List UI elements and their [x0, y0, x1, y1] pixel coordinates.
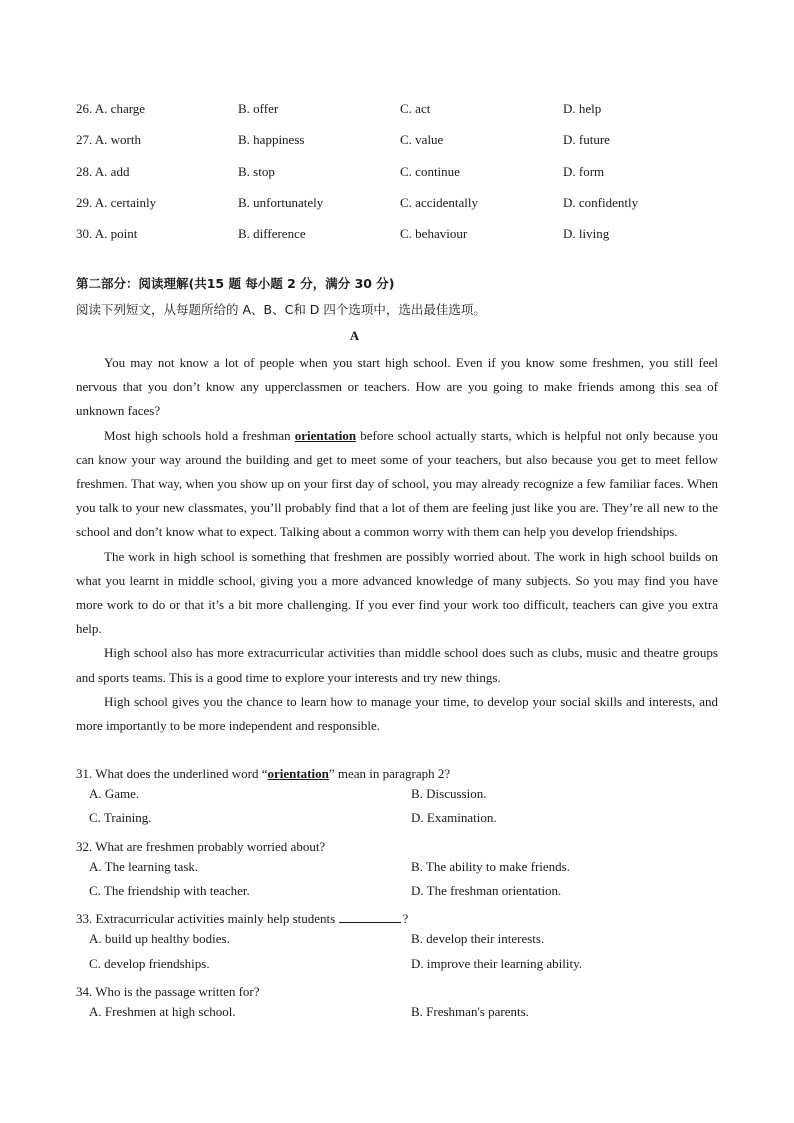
underlined-keyword: orientation — [267, 766, 329, 781]
cloze-row-27 — [76, 132, 736, 163]
option-b: B. offer — [238, 101, 279, 116]
option-c: C. Training. — [89, 810, 152, 826]
question-31-options-ab — [76, 786, 718, 810]
option-c: C. The friendship with teacher. — [89, 882, 250, 898]
option-b: B. develop their interests. — [411, 931, 545, 947]
paragraph-3: The work in high school is something that freshmen are possibly worried about. The work in high school builds on what you learnt in middle school, giving you a more advanced knowledge of many subjects. So you may find you have more work to do or that it’s a bit more challenging. If you ever find your work too difficult, teachers can give you extra help. — [76, 548, 718, 637]
option-b: B. happiness — [238, 132, 305, 148]
answer-blank — [339, 910, 401, 923]
underlined-keyword: orientation — [294, 427, 357, 443]
stem-text: 31. What does the underlined word “ — [76, 766, 268, 781]
option-d: D. form — [563, 163, 605, 179]
option-b: B. difference — [238, 226, 306, 241]
option-b: B. Freshman's parents. — [411, 1003, 529, 1019]
passage-label: A — [349, 328, 360, 343]
option-a: A. build up healthy bodies. — [89, 931, 230, 947]
option-c: C. behaviour — [400, 226, 468, 241]
cloze-row-26 — [76, 101, 736, 132]
option-a: A. Freshmen at high school. — [89, 1003, 236, 1019]
question-33-stem — [76, 907, 718, 931]
cloze-row-30 — [76, 226, 736, 257]
stem-text: ? — [402, 911, 409, 927]
question-list — [76, 762, 718, 1028]
cloze-row-29 — [76, 195, 736, 226]
stem-text: 33. Extracurricular activities mainly help students — [76, 911, 339, 927]
option-d: D. The freshman orientation. — [411, 882, 562, 898]
paragraph-2-rest: before school actually starts, which is helpful not only because you can know your way around the building and get to meet some of your teachers, but also because you get to meet fellow freshmen. That way, when you show up on your first day of school, you may already recognize a few familiar faces. When you talk to your new classmates, you’ll probably find that a lot of them are feeling just like you are. They’re all new to the school and don’t know what to expect. Talking about a common worry with them can help you develop friendships. — [76, 427, 718, 540]
paragraph-1: You may not know a lot of people when you start high school. Even if you know some freshmen, you still feel nervous that you don’t know any upperclassmen or teachers. How are you going to make friends among this sea of unknown faces? — [76, 355, 718, 419]
option-a: 30. A. point — [76, 226, 138, 241]
option-c: C. develop friendships. — [89, 955, 210, 971]
option-c: C. act — [400, 101, 431, 116]
paragraph-2-start: Most high schools hold a freshman — [104, 427, 295, 443]
option-a: 28. A. add — [76, 163, 130, 179]
option-b: B. The ability to make friends. — [411, 858, 570, 874]
option-a: 29. A. certainly — [76, 194, 157, 210]
paragraph-5: High school gives you the chance to learn how to manage your time, to develop your social skills and interests, and more importantly to be more independent and responsible. — [76, 693, 718, 734]
question-31-stem — [76, 762, 718, 786]
question-34-stem: 34. Who is the passage written for? — [76, 983, 260, 999]
question-34-options-ab — [76, 1004, 718, 1028]
cloze-options — [76, 101, 736, 257]
option-d: D. help — [563, 101, 602, 116]
option-d: D. confidently — [563, 194, 639, 210]
question-32-options-ab — [76, 859, 718, 883]
option-d: D. living — [563, 226, 610, 241]
option-b: B. stop — [238, 163, 275, 179]
reading-passage — [76, 351, 718, 738]
question-33-options-ab — [76, 931, 718, 955]
question-32-stem: 32. What are freshmen probably worried about? — [76, 838, 326, 854]
option-b: B. Discussion. — [411, 786, 487, 802]
option-a: 26. A. charge — [76, 101, 146, 116]
option-d: D. future — [563, 132, 610, 148]
option-d: D. Examination. — [411, 810, 497, 826]
option-c: C. value — [400, 132, 444, 148]
cloze-row-28 — [76, 164, 736, 195]
option-d: D. improve their learning ability. — [411, 955, 582, 971]
paragraph-4: High school also has more extracurricular activities than middle school does such as clubs, music and theatre groups and sports teams. This is a good time to explore your interests and try new things. — [76, 645, 718, 685]
stem-text: ” mean in paragraph 2? — [328, 766, 451, 781]
option-a: A. The learning task. — [89, 858, 199, 874]
option-a: A. Game. — [89, 786, 140, 802]
option-b: B. unfortunately — [238, 194, 324, 210]
option-a: 27. A. worth — [76, 132, 141, 148]
question-32-options-cd — [76, 883, 718, 907]
question-33-options-cd — [76, 956, 718, 980]
question-31-options-cd — [76, 810, 718, 834]
section-title: 第二部分：阅读理解(共15 题 每小题 2 分，满分 30 分) — [76, 276, 395, 291]
paragraph-2 — [76, 424, 718, 545]
option-c: C. continue — [400, 163, 460, 179]
section-instruction: 阅读下列短文，从每题所给的 A、B、C和 D 四个选项中，选出最佳选项。 — [76, 302, 486, 317]
option-c: C. accidentally — [400, 194, 478, 210]
